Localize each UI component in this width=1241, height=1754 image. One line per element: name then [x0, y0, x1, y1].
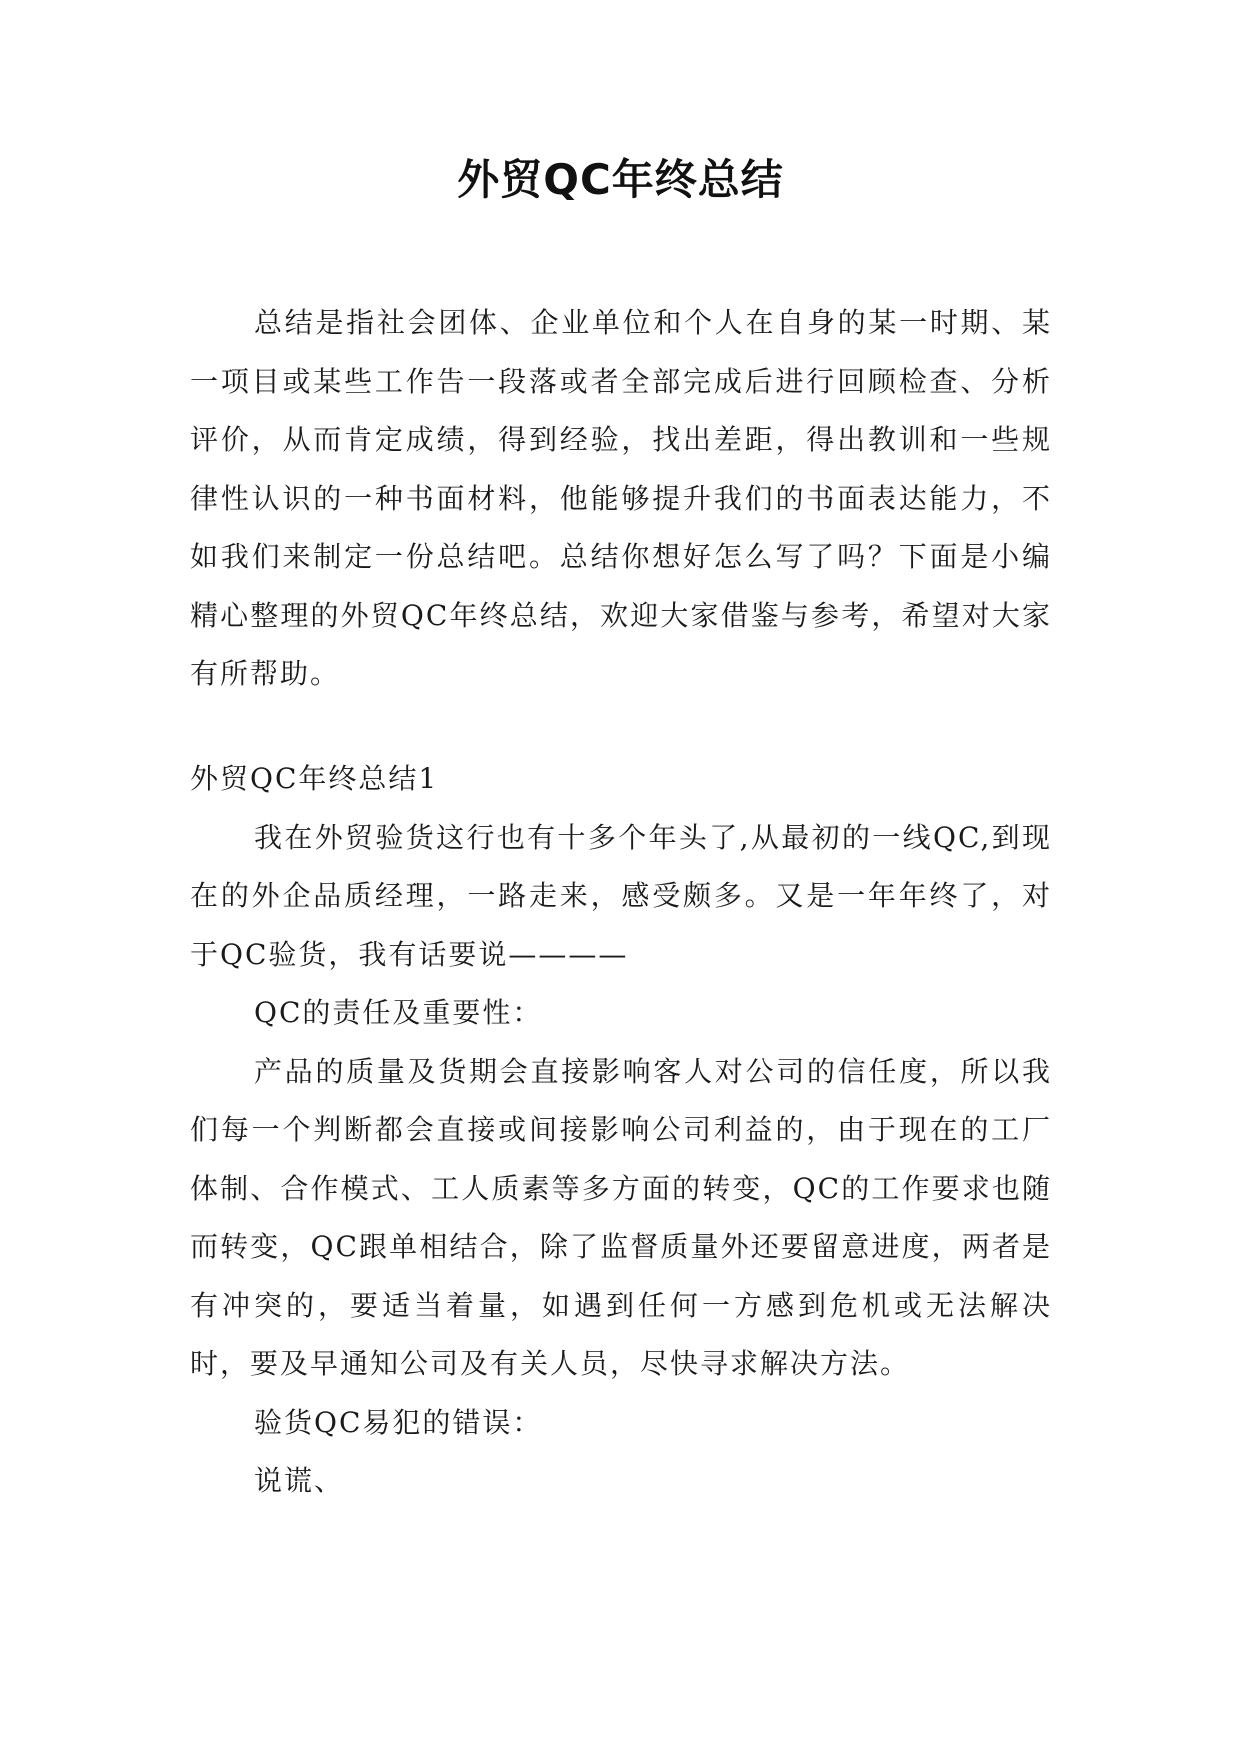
section-heading: 外贸QC年终总结1 [190, 762, 439, 795]
intro-section [190, 294, 1052, 704]
document-title: 外贸QC年终总结 [457, 155, 784, 204]
subheading-paragraph: QC的责任及重要性： [254, 996, 543, 1029]
body-paragraph: 产品的质量及货期会直接影响客人对公司的信任度，所以我们每一个判断都会直接或间接影响公司利益的，由于现在的工厂体制、合作模式、工人质素等多方面的转变，QC的工作要求也随而转变，QC跟单相结合，除了监督质量外还要留意进度，两者是有冲突的，要适当着量，如遇到任何一方感到危机或无法解决时，要及早通知公司及有关人员，尽快寻求解决方法。 [190, 1054, 1052, 1380]
intro-paragraph: 总结是指社会团体、企业单位和个人在自身的某一时期、某一项目或某些工作告一段落或者全部完成后进行回顾检查、分析评价，从而肯定成绩，得到经验，找出差距，得出教训和一些规律性认识的一种书面材料，他能够提升我们的书面表达能力，不如我们来制定一份总结吧。总结你想好怎么写了吗？下面是小编精心整理的外贸QC年终总结，欢迎大家借鉴与参考，希望对大家有所帮助。 [190, 306, 1052, 690]
subheading-paragraph: 验货QC易犯的错误： [254, 1405, 543, 1439]
body-paragraph: 说谎、 [254, 1464, 345, 1497]
body-paragraph: 我在外贸验货这行也有十多个年头了,从最初的一线QC,到现在的外企品质经理，一路走来，感受颇多。又是一年年终了，对于QC验货，我有话要说———— [190, 820, 1052, 971]
section-1 [190, 750, 1052, 1511]
